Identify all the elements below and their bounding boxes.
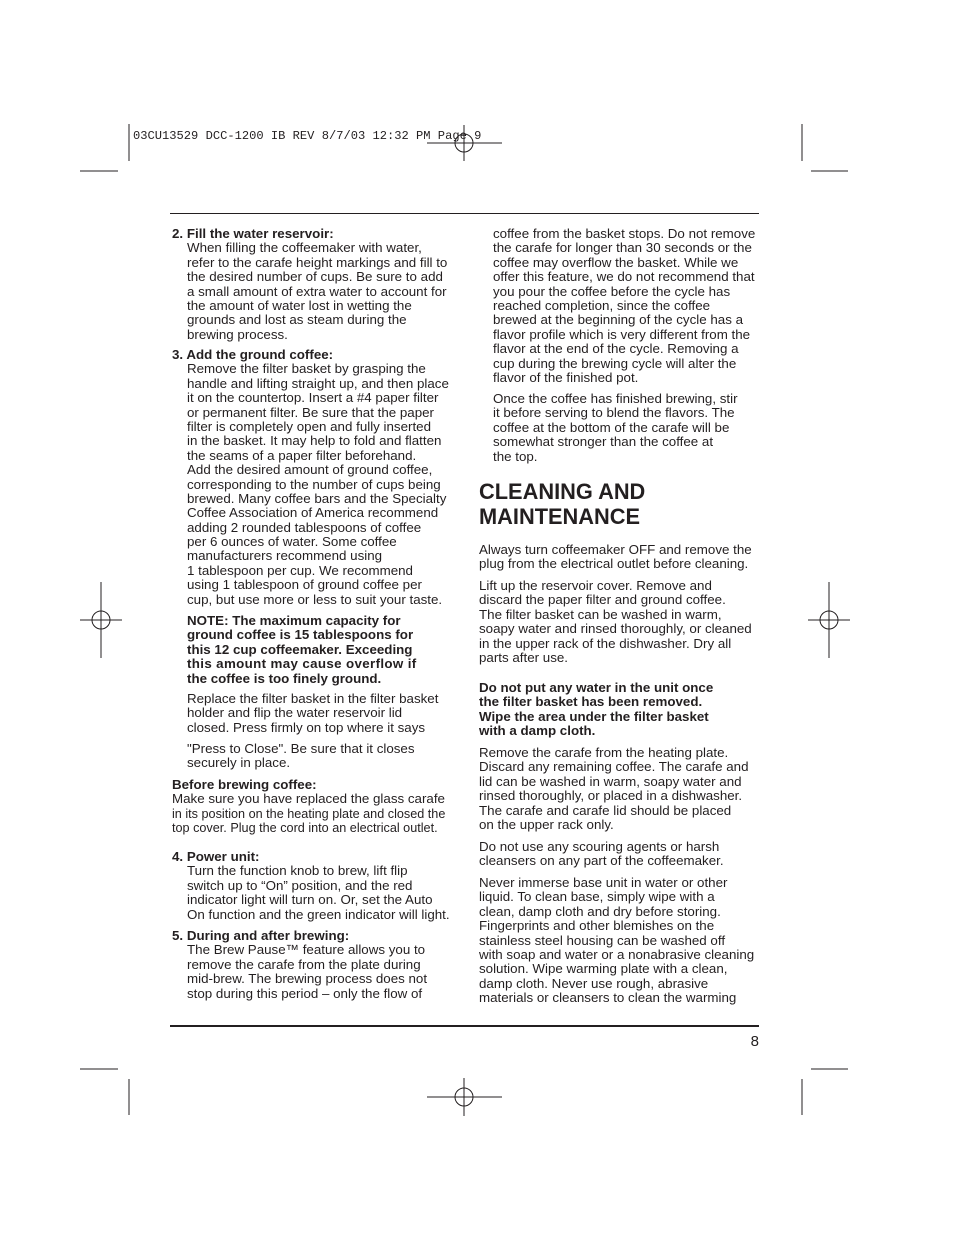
text-line: corresponding to the number of cups being	[187, 476, 441, 492]
text-line: this 12 cup coffeemaker. Exceeding	[187, 641, 413, 657]
step-3-add-ground-coffee	[172, 348, 449, 607]
stir-after-brewing-paragraph	[493, 392, 738, 464]
text-line: The Brew Pause™ feature allows you to	[187, 942, 426, 958]
filter-basket-cleaning-paragraph	[479, 579, 752, 665]
text-line: switch up to “On” position, and the red	[187, 877, 413, 893]
text-line: flavor at the end of the cycle. Removing a	[493, 341, 739, 357]
text-line: Remove the filter basket by grasping the	[187, 361, 426, 377]
crop-mark-bottom-left	[80, 1069, 129, 1115]
text-line: damp cloth. Never use rough, abrasive	[479, 975, 709, 991]
text-line: with a damp cloth.	[479, 723, 596, 739]
step-2-heading: 2. Fill the water reservoir:	[172, 226, 334, 241]
section-title-line: CLEANING AND	[479, 479, 646, 504]
text-line: handle and lifting straight up, and then place	[187, 375, 449, 391]
text-line: flavor profile which is very different from the	[493, 326, 751, 342]
text-line: mid-brew. The brewing process does not	[187, 971, 428, 987]
text-line: solution. Wipe warming plate with a clean,	[479, 961, 728, 977]
text-line: per 6 ounces of water. Some coffee	[187, 534, 397, 550]
top-rule	[170, 213, 759, 214]
registration-circle	[455, 1088, 473, 1106]
text-line: liquid. To clean base, simply wipe with a	[479, 889, 715, 905]
text-line: discard the paper filter and ground coffee.	[479, 592, 726, 608]
text-line: lid can be washed in warm, soapy water and	[479, 773, 742, 789]
text-line: the carafe for longer than 30 seconds or the	[493, 240, 752, 256]
text-line: Once the coffee has finished brewing, stir	[493, 391, 738, 406]
text-line: materials or cleansers to clean the warming	[479, 990, 737, 1006]
text-line: parts after use.	[479, 649, 569, 665]
text-line: top cover. Plug the cord into an electrical outlet.	[172, 821, 438, 836]
step-5-body	[187, 943, 427, 1001]
text-line: Make sure you have replaced the glass carafe	[172, 791, 445, 807]
text-line: stop during this period – only the flow of	[187, 985, 423, 1001]
before-brewing-coffee	[172, 778, 445, 836]
text-line: cleansers on any part of the coffeemaker.	[479, 853, 724, 869]
text-line: Do not use any scouring agents or harsh	[479, 839, 720, 854]
text-line: in the basket. It may help to fold and flatten	[187, 433, 442, 449]
text-line: the top.	[493, 448, 538, 464]
text-line: "Press to Close". Be sure that it closes	[187, 741, 415, 756]
text-line: Replace the filter basket in the filter basket	[187, 691, 439, 706]
registration-circle	[820, 611, 838, 629]
text-line: The filter basket can be washed in warm,	[479, 606, 722, 622]
step-3-body	[187, 362, 449, 607]
text-line: Fingerprints and other blemishes on the	[479, 918, 715, 934]
text-line: somewhat stronger than the coffee at	[493, 434, 714, 450]
step-5-continued	[493, 227, 755, 385]
page-number: 8	[750, 1033, 759, 1050]
text-line: brewed. Many coffee bars and the Specialty	[187, 490, 447, 506]
crop-mark-top-left	[80, 124, 129, 171]
text-line: manufacturers recommend using	[187, 548, 383, 564]
no-scouring-paragraph	[479, 840, 724, 869]
text-line: you pour the coffee before the cycle has	[493, 283, 731, 299]
step-5-during-after-brewing	[172, 929, 427, 1001]
text-line: offer this feature, we do not recommend that	[493, 269, 755, 285]
step-3-heading: 3. Add the ground coffee:	[172, 347, 334, 362]
step-4-heading: 4. Power unit:	[172, 849, 260, 864]
text-line: in its position on the heating plate and closed the	[172, 806, 446, 821]
text-line: Wipe the area under the filter basket	[479, 708, 709, 724]
text-line: remove the carafe from the plate during	[187, 956, 421, 972]
text-line: coffee may overflow the basket. While we	[493, 254, 739, 270]
text-line: Discard any remaining coffee. The carafe and	[479, 759, 749, 775]
cleaning-maintenance-title	[479, 479, 645, 529]
text-line: rinsed thoroughly, or placed in a dishwasher.	[479, 788, 743, 804]
text-line: cup, but use more or less to suit your taste.	[187, 591, 443, 607]
crop-mark-bottom-right	[802, 1069, 848, 1115]
text-line: brewing process.	[187, 326, 288, 342]
registration-mark-bottom	[427, 1078, 502, 1116]
text-line: coffee at the bottom of the carafe will be	[493, 419, 730, 435]
text-line: holder and flip the water reservoir lid	[187, 705, 403, 721]
text-line: Remove the carafe from the heating plate.	[479, 745, 729, 760]
text-line: using 1 tablespoon of ground coffee per	[187, 577, 422, 593]
text-line: closed. Press firmly on top where it says	[187, 719, 426, 735]
text-line: The carafe and carafe lid should be placed	[479, 802, 732, 818]
text-line: securely in place.	[187, 755, 291, 771]
before-brewing-body	[172, 792, 445, 835]
step-4-body	[187, 864, 450, 922]
text-line: clean, damp cloth and dry before storing.	[479, 903, 721, 919]
text-line: the desired number of cups. Be sure to add	[187, 269, 443, 285]
capacity-note	[187, 614, 417, 686]
text-line: in the upper rack of the dishwasher. Dry all	[479, 635, 732, 651]
text-line: with soap and water or a nonabrasive cleaning	[479, 946, 755, 962]
text-line: When filling the coffeemaker with water,	[187, 240, 422, 256]
step-4-power-unit	[172, 850, 450, 922]
water-warning-paragraph	[479, 681, 713, 739]
text-line: 1 tablespoon per cup. We recommend	[187, 562, 413, 578]
bottom-rule	[170, 1025, 759, 1027]
text-line: Lift up the reservoir cover. Remove and	[479, 578, 712, 593]
text-line: Do not put any water in the unit once	[479, 680, 714, 695]
text-line: Coffee Association of America recommend	[187, 505, 439, 521]
text-line: adding 2 rounded tablespoons of coffee	[187, 519, 422, 535]
text-line: On function and the green indicator will light.	[187, 906, 450, 922]
text-line: it on the countertop. Insert a #4 paper filter	[187, 390, 439, 406]
text-line: the amount of water lost in wetting the	[187, 297, 412, 313]
unplug-before-cleaning-paragraph	[479, 543, 752, 572]
text-line: on the upper rack only.	[479, 816, 614, 832]
text-line: coffee from the basket stops. Do not remove	[493, 226, 756, 241]
print-slug: 03CU13529 DCC-1200 IB REV 8/7/03 12:32 PM Page 9	[133, 129, 482, 143]
text-line: the filter basket has been removed.	[479, 694, 703, 710]
carafe-cleaning-paragraph	[479, 746, 749, 832]
step-2-body	[187, 241, 447, 342]
text-line: indicator light will turn on. Or, set the Auto	[187, 892, 433, 908]
step-5-heading: 5. During and after brewing:	[172, 928, 350, 943]
text-line: brewed at the beginning of the cycle has a	[493, 312, 743, 328]
section-title-line: MAINTENANCE	[479, 504, 641, 529]
text-line: it before serving to blend the flavors. The	[493, 405, 735, 421]
base-unit-cleaning-paragraph	[479, 876, 754, 1006]
text-line: Turn the function knob to brew, lift flip	[187, 863, 408, 879]
text-line: this amount may cause overflow if	[187, 656, 417, 672]
replace-filter-basket-paragraph	[187, 692, 438, 735]
step-2-fill-water-reservoir	[172, 227, 447, 342]
text-line: Add the desired amount of ground coffee,	[187, 462, 433, 478]
text-line: cup during the brewing cycle will alter the	[493, 355, 737, 371]
text-line: soapy water and rinsed thoroughly, or cleaned	[479, 621, 752, 637]
text-line: a small amount of extra water to account for	[187, 283, 447, 299]
registration-mark-left	[80, 582, 122, 658]
text-line: stainless steel housing can be washed off	[479, 932, 726, 948]
text-line: plug from the electrical outlet before cleaning.	[479, 556, 749, 572]
registration-mark-right	[808, 582, 850, 658]
text-line: the seams of a paper filter beforehand.	[187, 447, 417, 463]
text-line: Never immerse base unit in water or other	[479, 875, 728, 890]
text-line: refer to the carafe height markings and fill to	[187, 254, 448, 270]
registration-circle	[92, 611, 110, 629]
text-line: NOTE: The maximum capacity for	[187, 613, 401, 628]
text-line: Always turn coffeemaker OFF and remove the	[479, 542, 752, 557]
text-line: filter is completely open and fully inserted	[187, 418, 432, 434]
text-line: ground coffee is 15 tablespoons for	[187, 627, 414, 643]
text-line: the coffee is too finely ground.	[187, 670, 382, 686]
text-line: flavor of the finished pot.	[493, 369, 639, 385]
before-brewing-heading: Before brewing coffee:	[172, 777, 317, 792]
text-line: grounds and lost as steam during the	[187, 312, 407, 328]
text-line: or permanent filter. Be sure that the paper	[187, 404, 435, 420]
text-line: reached completion, since the coffee	[493, 297, 711, 313]
crop-mark-top-right	[802, 124, 848, 171]
press-to-close-paragraph	[187, 742, 415, 771]
